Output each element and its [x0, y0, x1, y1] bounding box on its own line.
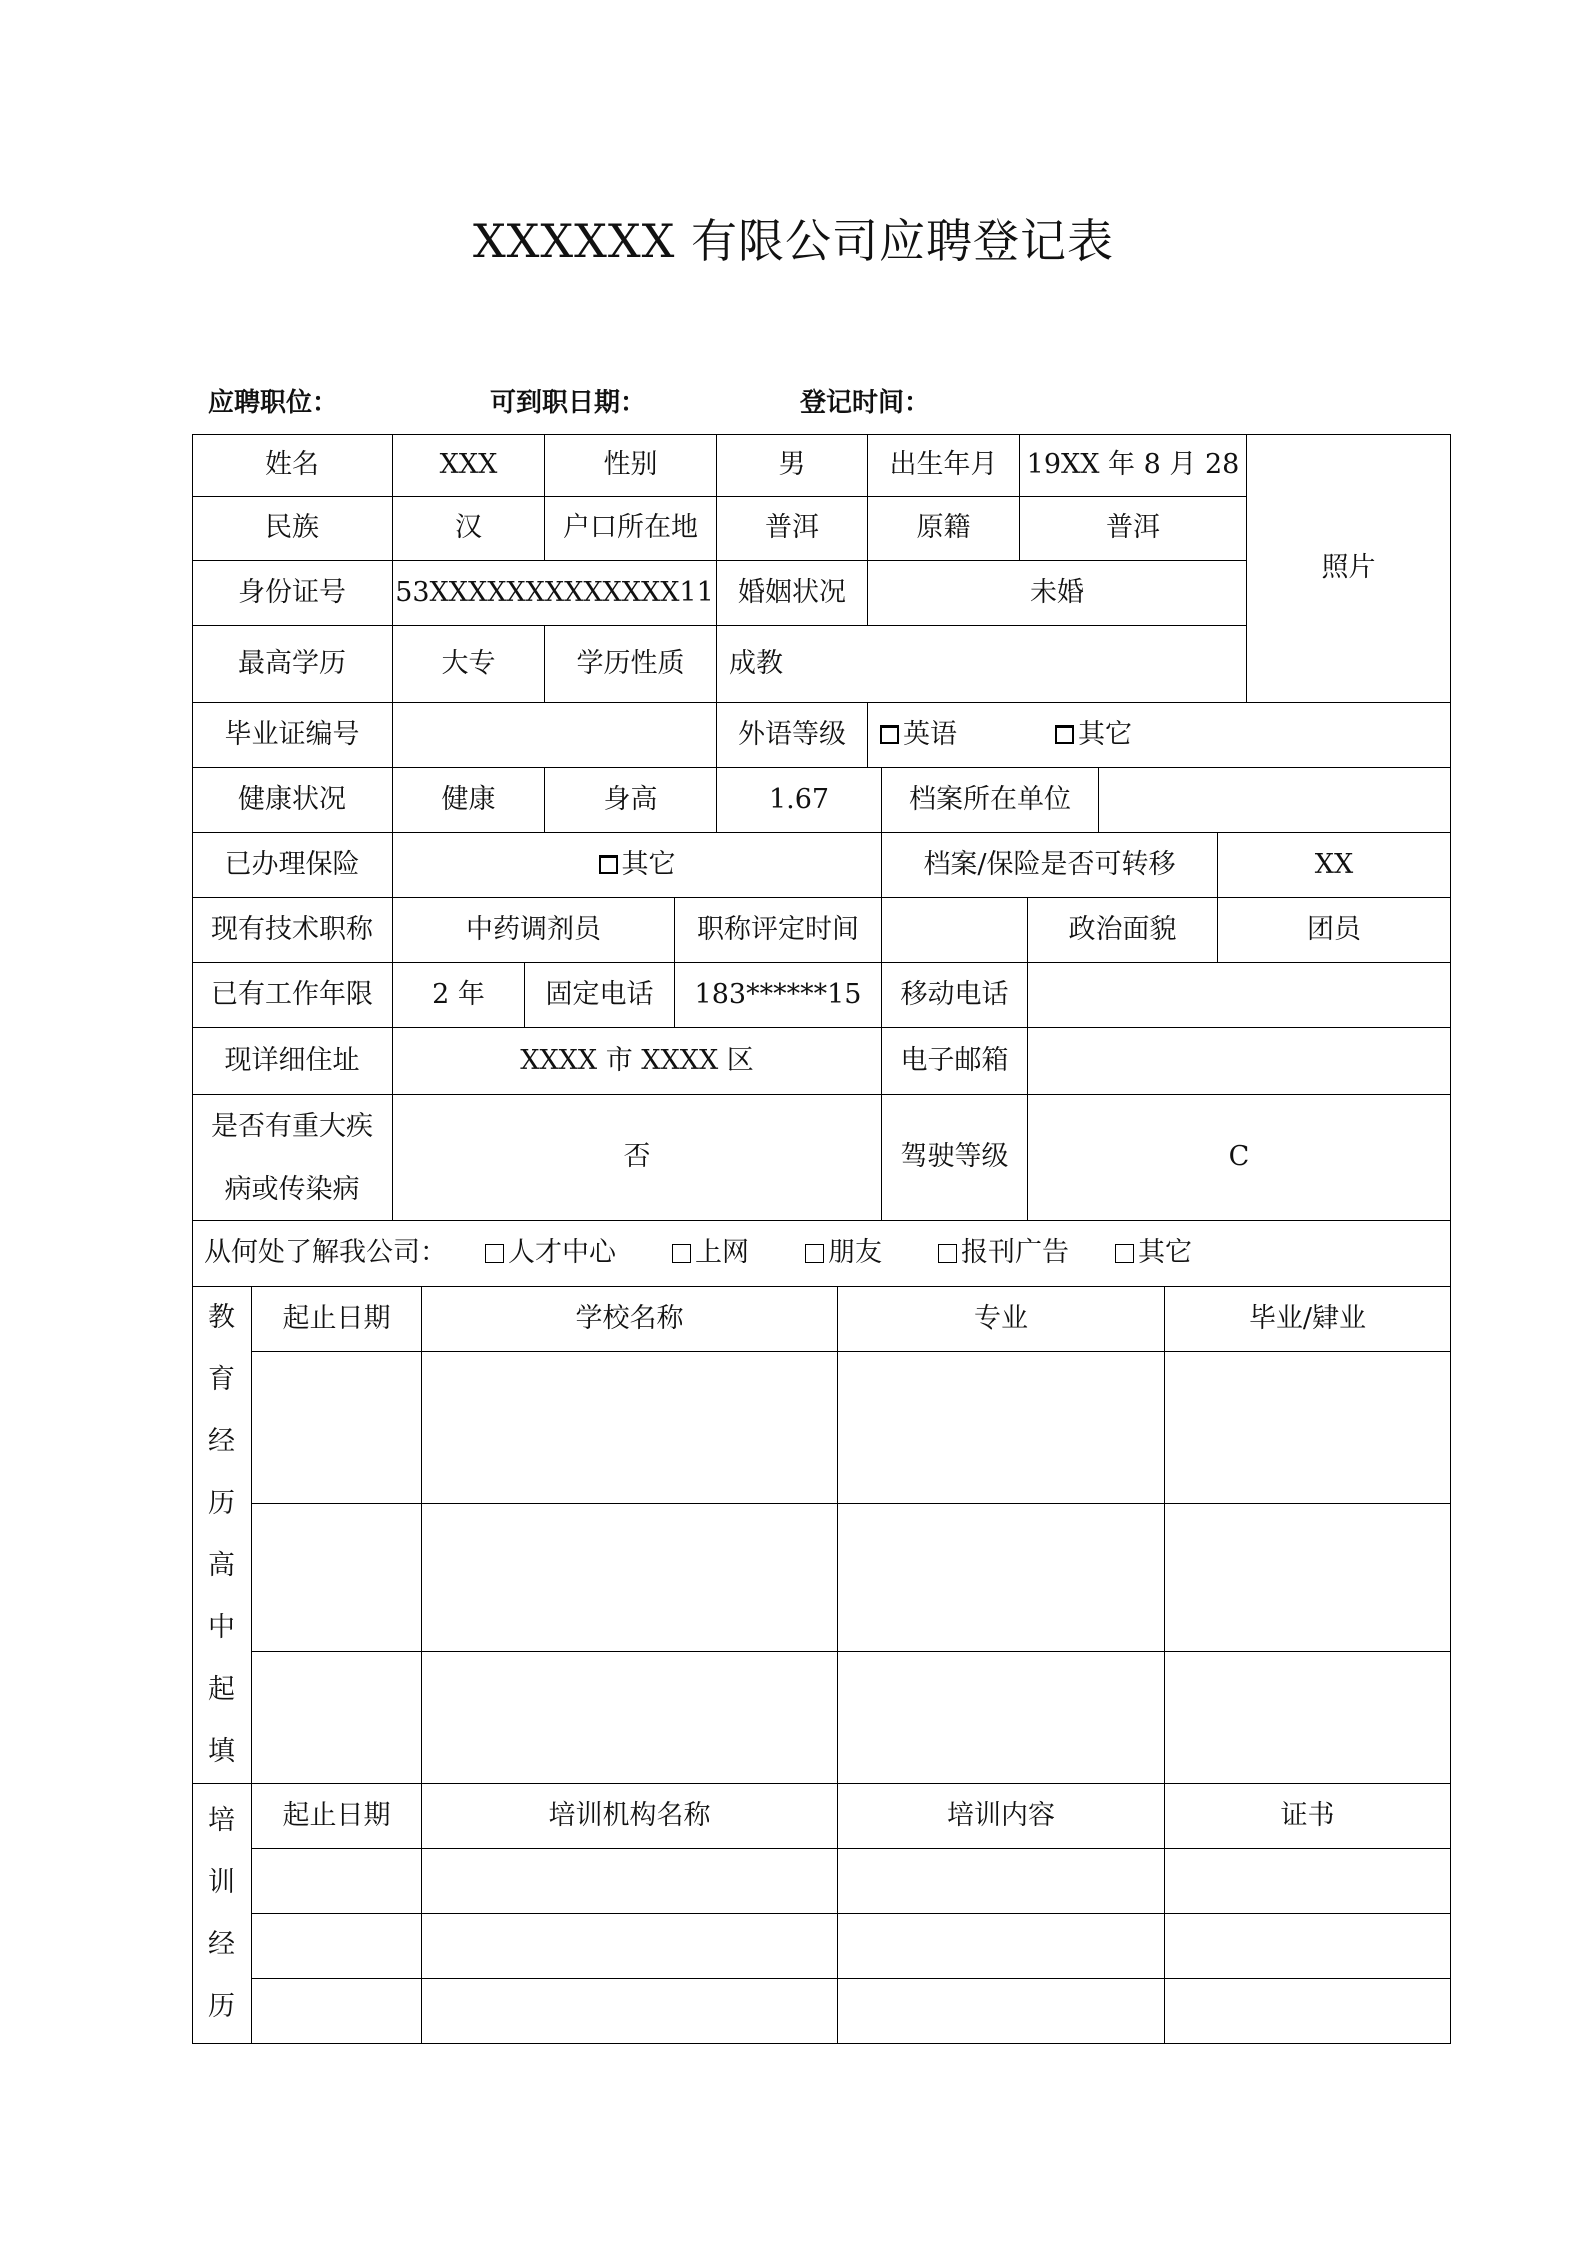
checkbox-icon	[599, 855, 618, 874]
insurance-option-other[interactable]: 其它	[599, 849, 676, 881]
insurance-options	[393, 833, 882, 898]
mobile-value[interactable]	[1028, 963, 1451, 1028]
birth-value[interactable]: 19XX 年 8 月 28	[1020, 434, 1247, 497]
training-side-char: 经	[208, 1928, 235, 1960]
name-label: 姓名	[192, 434, 393, 497]
edu-nature-label: 学历性质	[545, 626, 717, 703]
hukou-value[interactable]: 普洱	[717, 497, 868, 561]
title-eval-value[interactable]	[882, 898, 1028, 963]
id-label: 身份证号	[192, 561, 393, 626]
checkbox-icon	[672, 1244, 691, 1263]
birth-label: 出生年月	[868, 434, 1020, 497]
source-label: 从何处了解我公司：	[204, 1237, 447, 1269]
education-row-2-school[interactable]	[422, 1504, 838, 1652]
health-label: 健康状况	[192, 768, 393, 833]
insurance-label: 已办理保险	[192, 833, 393, 898]
height-label: 身高	[545, 768, 717, 833]
training-row-2-cert[interactable]	[1165, 1914, 1451, 1979]
disease-value[interactable]: 否	[393, 1095, 882, 1221]
start-date-label: 可到职日期：	[490, 388, 647, 418]
hukou-label: 户口所在地	[545, 497, 717, 561]
education-side-char: 填	[208, 1736, 235, 1767]
checkbox-icon	[485, 1244, 504, 1263]
training-row-1-org[interactable]	[422, 1849, 838, 1914]
education-row-3-date[interactable]	[252, 1652, 422, 1784]
work-years-label: 已有工作年限	[192, 963, 393, 1028]
training-side-char: 训	[208, 1866, 235, 1898]
training-row-3-content[interactable]	[838, 1979, 1165, 2044]
transfer-value[interactable]: XX	[1218, 833, 1451, 898]
training-row-1-cert[interactable]	[1165, 1849, 1451, 1914]
health-value[interactable]: 健康	[393, 768, 545, 833]
tech-title-label: 现有技术职称	[192, 898, 393, 963]
ethnic-label: 民族	[192, 497, 393, 561]
training-col-org: 培训机构名称	[422, 1784, 838, 1849]
disease-label-line-2: 病或传染病	[224, 1173, 360, 1205]
form-title: XXXXXX 有限公司应聘登记表	[472, 214, 1115, 268]
source-option-internet[interactable]: 上网	[672, 1237, 749, 1269]
education-col-status: 毕业/肄业	[1165, 1287, 1451, 1352]
political-label: 政治面貌	[1028, 898, 1218, 963]
training-side-label	[192, 1784, 252, 2044]
photo-box: 照片	[1247, 434, 1451, 703]
checkbox-icon	[1115, 1244, 1134, 1263]
education-side-label	[192, 1287, 252, 1784]
education-row-1-status[interactable]	[1165, 1352, 1451, 1504]
marital-value[interactable]: 未婚	[868, 561, 1247, 626]
education-col-major: 专业	[838, 1287, 1165, 1352]
disease-label-line-1: 是否有重大疾	[211, 1110, 373, 1142]
origin-label: 原籍	[868, 497, 1020, 561]
gender-label: 性别	[545, 434, 717, 497]
id-value[interactable]: 53XXXXXXXXXXXXX11	[393, 561, 717, 626]
register-time-label: 登记时间：	[800, 388, 931, 418]
work-years-value[interactable]: 2 年	[393, 963, 525, 1028]
political-value[interactable]: 团员	[1218, 898, 1451, 963]
education-row-2-status[interactable]	[1165, 1504, 1451, 1652]
checkbox-icon	[1055, 725, 1074, 744]
source-option-talent-center[interactable]: 人才中心	[485, 1237, 616, 1269]
height-value[interactable]: 1.67	[717, 768, 882, 833]
address-value[interactable]: XXXX 市 XXXX 区	[393, 1028, 882, 1095]
education-row-2-major[interactable]	[838, 1504, 1165, 1652]
training-row-2-content[interactable]	[838, 1914, 1165, 1979]
training-row-1-date[interactable]	[252, 1849, 422, 1914]
diploma-value[interactable]	[393, 703, 717, 768]
driving-value[interactable]: C	[1028, 1095, 1451, 1221]
name-value[interactable]: XXX	[393, 434, 545, 497]
training-side-char: 历	[208, 1990, 235, 2022]
source-option-newspaper[interactable]: 报刊广告	[938, 1237, 1069, 1269]
education-side-char: 经	[208, 1426, 235, 1457]
training-row-3-date[interactable]	[252, 1979, 422, 2044]
education-row-1-school[interactable]	[422, 1352, 838, 1504]
gender-value[interactable]: 男	[717, 434, 868, 497]
education-col-school: 学校名称	[422, 1287, 838, 1352]
position-label: 应聘职位：	[208, 388, 339, 418]
source-option-friend[interactable]: 朋友	[805, 1237, 882, 1269]
diploma-label: 毕业证编号	[192, 703, 393, 768]
training-row-2-date[interactable]	[252, 1914, 422, 1979]
language-option-english[interactable]: 英语	[880, 719, 957, 751]
marital-label: 婚姻状况	[717, 561, 868, 626]
education-row-3-status[interactable]	[1165, 1652, 1451, 1784]
training-row-3-cert[interactable]	[1165, 1979, 1451, 2044]
title-eval-label: 职称评定时间	[675, 898, 882, 963]
disease-label	[192, 1095, 393, 1221]
training-row-1-content[interactable]	[838, 1849, 1165, 1914]
email-label: 电子邮箱	[882, 1028, 1028, 1095]
language-option-other[interactable]: 其它	[1055, 719, 1132, 751]
training-col-date: 起止日期	[252, 1784, 422, 1849]
education-row-1-date[interactable]	[252, 1352, 422, 1504]
education-row-2-date[interactable]	[252, 1504, 422, 1652]
training-col-cert: 证书	[1165, 1784, 1451, 1849]
training-row-2-org[interactable]	[422, 1914, 838, 1979]
education-side-char: 育	[208, 1364, 235, 1395]
ethnic-value[interactable]: 汉	[393, 497, 545, 561]
transfer-label: 档案/保险是否可转移	[882, 833, 1218, 898]
mobile-label: 移动电话	[882, 963, 1028, 1028]
edu-label: 最高学历	[192, 626, 393, 703]
education-side-char: 教	[208, 1302, 235, 1333]
training-row-3-org[interactable]	[422, 1979, 838, 2044]
education-row-1-major[interactable]	[838, 1352, 1165, 1504]
source-row	[192, 1221, 1451, 1287]
education-side-char: 高	[208, 1550, 235, 1581]
origin-value[interactable]: 普洱	[1020, 497, 1247, 561]
tech-title-value[interactable]: 中药调剂员	[393, 898, 675, 963]
education-col-date: 起止日期	[252, 1287, 422, 1352]
education-side-char: 起	[208, 1674, 235, 1705]
checkbox-icon	[938, 1244, 957, 1263]
edu-nature-value[interactable]: 成教	[717, 626, 1247, 703]
archive-label: 档案所在单位	[882, 768, 1099, 833]
registration-table	[192, 434, 1451, 2044]
education-row-3-school[interactable]	[422, 1652, 838, 1784]
checkbox-icon	[805, 1244, 824, 1263]
language-label: 外语等级	[717, 703, 868, 768]
driving-label: 驾驶等级	[882, 1095, 1028, 1221]
email-value[interactable]	[1028, 1028, 1451, 1095]
landline-label: 固定电话	[525, 963, 675, 1028]
archive-value[interactable]	[1099, 768, 1451, 833]
checkbox-icon	[880, 725, 899, 744]
training-col-content: 培训内容	[838, 1784, 1165, 1849]
address-label: 现详细住址	[192, 1028, 393, 1095]
edu-value[interactable]: 大专	[393, 626, 545, 703]
education-side-char: 中	[208, 1612, 235, 1643]
source-option-other[interactable]: 其它	[1115, 1237, 1192, 1269]
training-side-char: 培	[208, 1804, 235, 1836]
language-options	[868, 703, 1451, 768]
landline-value[interactable]: 183******15	[675, 963, 882, 1028]
education-row-3-major[interactable]	[838, 1652, 1165, 1784]
education-side-char: 历	[208, 1488, 235, 1519]
